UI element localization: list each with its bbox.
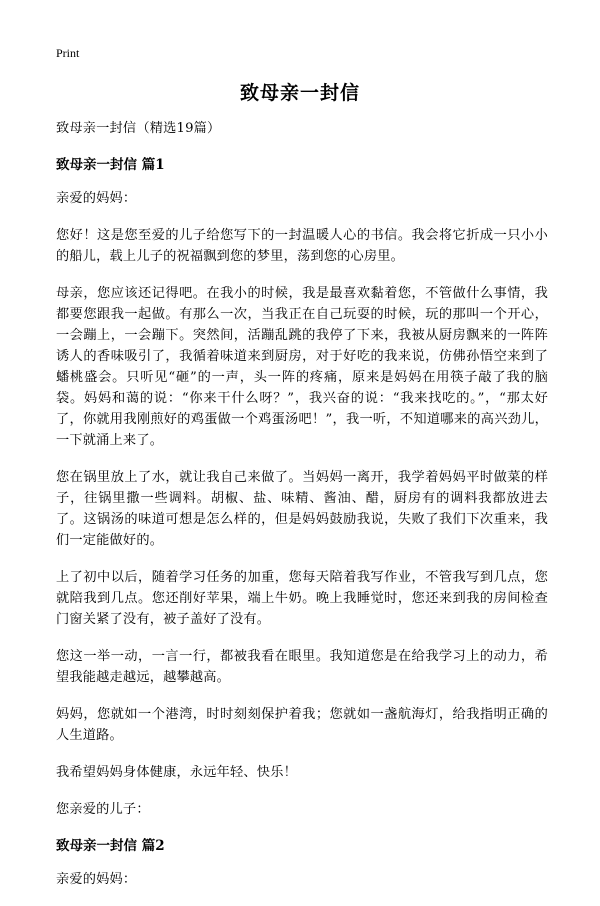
salutation: 亲爱的妈妈： <box>56 872 137 887</box>
document-body <box>56 118 548 906</box>
body-paragraph: 母亲，您应该还记得吧。在我小的时候，我是最喜欢黏着您，不管做什么事情，我都要您跟我一起做。有那么一次，当我正在自己玩耍的时候，玩的那叫一个开心，一会蹦上，一会蹦下。突然间，活蹦乱跳的我停了下来，我被从厨房飘来的一阵阵诱人的香味吸引了，我循着味道来到厨房，对于好吃的我来说，仿佛孙悟空来到了蟠桃盛会。只听见“砸”的一声，头一阵的疼痛，原来是妈妈在用筷子敲了我的脑袋。妈妈和蔼的说：“你来干什么呀？”，我兴奋的说：“我来找吃的。”，“那太好了，你就用我刚煎好的鸡蛋做一个鸡蛋汤吧！”，我一听，不知道哪来的高兴劲儿，一下就涌上来了。 <box>56 286 548 448</box>
salutation: 亲爱的妈妈： <box>56 191 137 206</box>
section-heading: 致母亲一封信 篇1 <box>56 157 165 173</box>
body-paragraph: 您这一举一动，一言一行，都被我看在眼里。我知道您是在给我学习上的动力，希望我能越走越远，越攀越高。 <box>56 649 548 685</box>
section-heading: 致母亲一封信 篇2 <box>56 838 165 854</box>
body-paragraph: 您好！这是您至爱的儿子给您写下的一封温暖人心的书信。我会将它折成一只小小的船儿，载上儿子的祝福飘到您的梦里，荡到您的心房里。 <box>56 228 548 264</box>
print-link[interactable]: Print <box>56 46 80 60</box>
body-paragraph: 妈妈，您就如一个港湾，时时刻刻保护着我；您就如一盏航海灯，给我指明正确的人生道路。 <box>56 707 548 743</box>
body-paragraph: 上了初中以后，随着学习任务的加重，您每天陪着我写作业，不管我写到几点，您就陪我到几点。您还削好苹果，端上牛奶。晚上我睡觉时，您还来到我的房间检查门窗关紧了没有，被子盖好了没有。 <box>56 570 548 627</box>
document-title: 致母亲一封信 <box>239 82 360 104</box>
body-paragraph: 您在锅里放上了水，就让我自己来做了。当妈妈一离开，我学着妈妈平时做菜的样子，往锅里撒一些调料。胡椒、盐、味精、酱油、醋，厨房有的调料我都放进去了。这锅汤的味道可想是怎么样的，但是妈妈鼓励我说，失败了我们下次重来，我们一定能做好的。 <box>56 470 548 548</box>
signature-line: 您亲爱的儿子： <box>56 802 150 817</box>
body-paragraph: 我希望妈妈身体健康，永远年轻、快乐！ <box>56 765 297 780</box>
document-subtitle: 致母亲一封信（精选19篇） <box>56 121 221 136</box>
